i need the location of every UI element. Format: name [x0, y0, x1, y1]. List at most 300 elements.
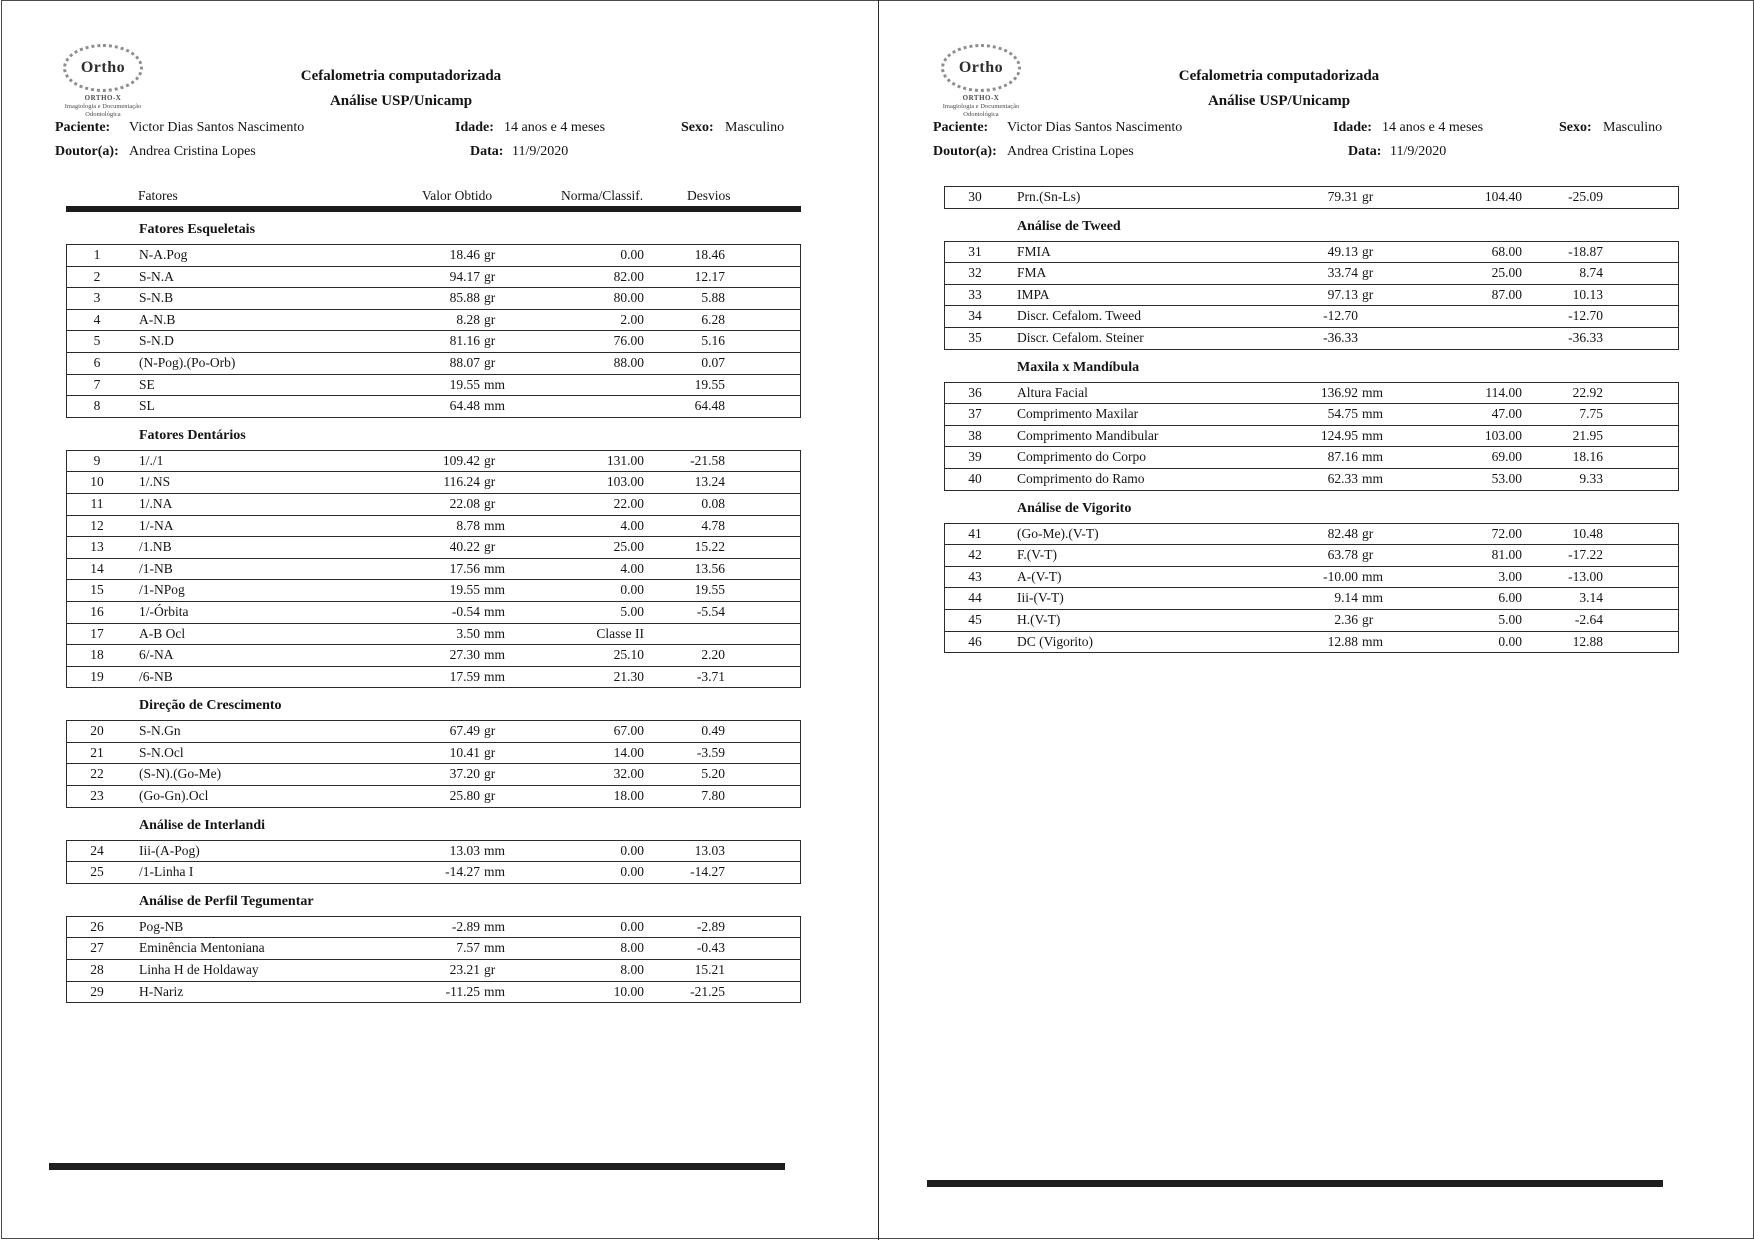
row-number: 16 [90, 603, 104, 619]
deviation-value: 8.74 [1579, 265, 1603, 281]
deviation-value: 4.78 [701, 517, 725, 533]
value-cell [397, 331, 510, 352]
value-cell [397, 764, 510, 785]
value-unit: mm [484, 625, 506, 641]
report-title: Cefalometria computadorizada [300, 68, 502, 84]
row-number: 22 [90, 766, 104, 782]
table-row [945, 403, 1678, 425]
row-number: 32 [968, 265, 982, 281]
factor-name: Comprimento Mandibular [1017, 427, 1159, 443]
deviation-value: 10.13 [1572, 286, 1603, 302]
norm-value: 0.00 [620, 247, 644, 262]
norm-value: 4.00 [620, 560, 644, 576]
norm-value: 103.00 [606, 474, 644, 490]
table-row [67, 937, 800, 959]
norm-value: 67.00 [613, 723, 644, 739]
value-number: -12.70 [1323, 308, 1358, 324]
table-row [945, 262, 1678, 284]
value-number: 94.17 [449, 268, 480, 284]
row-number: 23 [90, 788, 104, 804]
deviation-value: 5.20 [701, 766, 725, 782]
norm-value: 72.00 [1491, 525, 1522, 541]
value-unit: mm [484, 603, 506, 619]
value-cell [397, 353, 510, 374]
value-unit: mm [484, 983, 506, 999]
factor-name: DC (Vigorito) [1017, 633, 1094, 649]
value-cell [1275, 285, 1388, 306]
value-unit [1358, 328, 1388, 349]
factor-name: Comprimento do Ramo [1017, 470, 1145, 486]
norm-value: 68.00 [1491, 243, 1522, 259]
row-number: 24 [90, 842, 104, 858]
value-unit [1358, 306, 1388, 327]
value-number: -0.54 [451, 603, 480, 619]
value-unit: mm [1362, 384, 1384, 400]
row-number: 35 [968, 329, 982, 345]
value-number: 124.95 [1320, 427, 1358, 443]
sex-label: Sexo: [1559, 120, 1592, 135]
sex-value: Masculino [725, 120, 785, 135]
column-label-deviation: Desvios [687, 188, 731, 203]
age-value: 14 anos e 4 meses [504, 120, 606, 135]
value-unit: gr [1362, 286, 1374, 302]
deviation-value: 15.21 [694, 962, 725, 978]
value-cell [397, 721, 510, 742]
row-number: 28 [90, 962, 104, 978]
norm-value: 6.00 [1498, 590, 1522, 606]
value-number: 40.22 [449, 539, 480, 555]
value-number: 8.28 [456, 311, 480, 327]
value-unit: mm [1362, 470, 1384, 486]
table-row [67, 471, 800, 493]
factor-name: 1/./1 [139, 452, 164, 468]
factor-name: S-N.Ocl [139, 744, 184, 760]
value-number: -36.33 [1323, 329, 1358, 345]
value-number: 54.75 [1327, 406, 1358, 422]
value-unit: gr [1362, 243, 1374, 259]
factors-table [66, 450, 801, 689]
value-unit: mm [1362, 568, 1384, 584]
value-number: 8.78 [456, 517, 480, 533]
value-cell [397, 288, 510, 309]
table-row [945, 587, 1678, 609]
value-number: -2.89 [451, 918, 480, 934]
factor-name: SL [139, 398, 155, 414]
value-cell [397, 396, 510, 417]
factor-name: A-(V-T) [1017, 568, 1062, 584]
factor-name: F.(V-T) [1017, 547, 1058, 563]
value-unit: gr [484, 354, 496, 370]
norm-value: 5.00 [1498, 611, 1522, 627]
row-number: 17 [90, 625, 104, 641]
value-cell [1275, 263, 1388, 284]
age-label: Idade: [455, 120, 494, 135]
value-cell [397, 375, 510, 396]
factor-name: (N-Pog).(Po-Orb) [139, 354, 236, 370]
norm-value: 5.00 [620, 603, 644, 619]
value-unit: mm [484, 376, 506, 392]
value-cell [397, 982, 510, 1003]
norm-value: 87.00 [1491, 286, 1522, 302]
value-cell [1275, 328, 1388, 349]
row-number: 25 [90, 864, 104, 880]
norm-value: 0.00 [1498, 633, 1522, 649]
deviation-value: -12.70 [1568, 308, 1603, 324]
section-heading: Análise de Tweed [1017, 218, 1121, 234]
value-cell [397, 537, 510, 558]
value-cell [397, 516, 510, 537]
table-row [67, 763, 800, 785]
factors-table [944, 382, 1679, 491]
norm-value: 14.00 [613, 744, 644, 760]
factors-table [66, 244, 801, 418]
row-number: 33 [968, 286, 982, 302]
factor-name: /1.NB [139, 539, 172, 555]
value-number: 136.92 [1320, 384, 1358, 400]
table-row [67, 666, 800, 688]
factor-name: S-N.D [139, 333, 174, 349]
value-cell [397, 245, 510, 266]
value-unit: gr [484, 247, 496, 262]
table-row [945, 425, 1678, 447]
factor-name: (Go-Gn).Ocl [139, 788, 209, 804]
deviation-value: 21.95 [1572, 427, 1603, 443]
logo-brand-text: Ortho [958, 59, 1004, 76]
row-number: 15 [90, 582, 104, 598]
table-row [67, 623, 800, 645]
value-unit: mm [1362, 427, 1384, 443]
value-number: 19.55 [449, 582, 480, 598]
value-unit: gr [484, 290, 496, 306]
factor-name: Discr. Cefalom. Tweed [1017, 308, 1142, 324]
table-row [67, 536, 800, 558]
value-cell [397, 624, 510, 645]
value-number: 49.13 [1327, 243, 1358, 259]
footer-rule [49, 1163, 785, 1170]
factor-name: Pog-NB [139, 918, 184, 934]
factor-name: 1/.NA [139, 495, 173, 511]
row-number: 6 [93, 354, 101, 370]
section-heading: Análise de Perfil Tegumentar [139, 893, 314, 909]
value-cell [1275, 545, 1388, 566]
value-unit: gr [1362, 265, 1374, 281]
value-number: 18.46 [449, 247, 480, 262]
sections-page-1 [66, 212, 801, 1003]
value-number: 9.14 [1334, 590, 1358, 606]
deviation-value: 19.55 [694, 582, 725, 598]
norm-value [510, 375, 644, 396]
value-number: 33.74 [1327, 265, 1358, 281]
factor-name: Prn.(Sn-Ls) [1017, 189, 1081, 204]
norm-value: 8.00 [620, 940, 644, 956]
value-unit: gr [484, 495, 496, 511]
value-unit: mm [484, 398, 506, 414]
value-number: 13.03 [449, 842, 480, 858]
deviation-value: -13.00 [1568, 568, 1603, 584]
deviation-value: -36.33 [1568, 329, 1603, 345]
deviation-value: -3.59 [696, 744, 725, 760]
table-row [67, 266, 800, 288]
value-number: 63.78 [1327, 547, 1358, 563]
table-row [67, 742, 800, 764]
factor-name: 1/-Órbita [139, 603, 189, 619]
deviation-value: -18.87 [1568, 243, 1603, 259]
deviation-value: -14.27 [690, 864, 725, 880]
table-row [945, 566, 1678, 588]
row-number: 42 [968, 547, 982, 563]
value-unit: gr [484, 311, 496, 327]
value-unit: mm [484, 582, 506, 598]
column-label-factors: Fatores [138, 188, 178, 203]
age-value: 14 anos e 4 meses [1382, 120, 1484, 135]
value-unit: gr [484, 452, 496, 468]
date-value: 11/9/2020 [512, 144, 569, 159]
value-unit: gr [484, 744, 496, 760]
deviation-value: 12.88 [1572, 633, 1603, 649]
value-number: 3.50 [456, 625, 480, 641]
deviation-value: 12.17 [694, 268, 725, 284]
patient-name: Victor Dias Santos Nascimento [1007, 120, 1183, 135]
norm-value [1388, 306, 1522, 327]
value-cell [1275, 447, 1388, 468]
sex-label: Sexo: [681, 120, 714, 135]
value-unit: gr [484, 766, 496, 782]
logo-subtitle-3: Odontológica [85, 110, 121, 118]
value-cell [397, 580, 510, 601]
norm-value: 104.40 [1484, 189, 1522, 204]
table-row [67, 515, 800, 537]
doctor-name: Andrea Cristina Lopes [1007, 144, 1134, 159]
value-unit: gr [484, 268, 496, 284]
value-number: -14.27 [445, 864, 480, 880]
norm-value: 25.00 [1491, 265, 1522, 281]
deviation-value: 0.49 [701, 723, 725, 739]
table-row [945, 305, 1678, 327]
value-unit: gr [1362, 189, 1374, 204]
factors-table [944, 241, 1679, 350]
row-number: 21 [90, 744, 104, 760]
norm-value: 0.00 [620, 842, 644, 858]
deviation-value: 5.88 [701, 290, 725, 306]
row-number: 43 [968, 568, 982, 584]
factor-name: Comprimento do Corpo [1017, 449, 1146, 465]
value-number: 27.30 [449, 647, 480, 663]
value-cell [1275, 588, 1388, 609]
norm-value: 25.00 [613, 539, 644, 555]
table-row [945, 187, 1678, 208]
value-unit: gr [1362, 547, 1374, 563]
value-cell [397, 602, 510, 623]
factor-name: Iii-(A-Pog) [139, 842, 200, 858]
doctor-label: Doutor(a): [933, 144, 997, 159]
value-cell [1275, 426, 1388, 447]
deviation-value: 13.24 [694, 474, 725, 490]
factor-name: FMIA [1017, 243, 1051, 259]
table-row [67, 721, 800, 742]
value-unit: gr [484, 962, 496, 978]
logo-subtitle-1: ORTHO-X [84, 94, 122, 102]
logo-subtitle-3: Odontológica [963, 110, 999, 118]
value-unit: mm [484, 918, 506, 934]
norm-value: 69.00 [1491, 449, 1522, 465]
value-unit: mm [484, 842, 506, 858]
column-label-norm: Norma/Classif. [561, 188, 644, 203]
factors-table [944, 523, 1679, 654]
deviation-value: -5.54 [696, 603, 725, 619]
factor-name: A-B Ocl [139, 625, 186, 641]
deviation-value: -2.64 [1574, 611, 1603, 627]
norm-value: 114.00 [1485, 384, 1522, 400]
table-row [67, 917, 800, 938]
value-cell [1275, 242, 1388, 263]
row-number: 13 [90, 539, 104, 555]
deviation-value: 18.46 [694, 247, 725, 262]
doctor-name: Andrea Cristina Lopes [129, 144, 256, 159]
deviation-value: -2.89 [696, 918, 725, 934]
section-heading: Fatores Dentários [139, 427, 246, 443]
row-number: 39 [968, 449, 982, 465]
norm-value: 18.00 [613, 788, 644, 804]
value-number: 109.42 [442, 452, 480, 468]
factor-name: /1-NB [139, 560, 173, 576]
value-number: 64.48 [449, 398, 480, 414]
factor-name: Linha H de Holdaway [139, 962, 259, 978]
factor-name: SE [139, 376, 155, 392]
deviation-value: 19.55 [694, 376, 725, 392]
value-cell [397, 310, 510, 331]
norm-value: 131.00 [606, 452, 644, 468]
row-number: 5 [93, 333, 101, 349]
row-number: 10 [90, 474, 104, 490]
row-number: 40 [968, 470, 982, 486]
value-unit: gr [1362, 611, 1374, 627]
value-number: 82.48 [1327, 525, 1358, 541]
table-row [67, 861, 800, 883]
value-cell [397, 667, 510, 688]
factor-name: /6-NB [139, 668, 173, 684]
table-row [945, 446, 1678, 468]
table-row [67, 395, 800, 417]
norm-value: 81.00 [1491, 547, 1522, 563]
factor-name: Altura Facial [1017, 384, 1088, 400]
row-number: 30 [968, 189, 982, 204]
deviation-value: 5.16 [701, 333, 725, 349]
row-number: 27 [90, 940, 104, 956]
factor-name: Eminência Mentoniana [139, 940, 265, 956]
value-cell [1275, 524, 1388, 545]
sex-value: Masculino [1603, 120, 1663, 135]
row-number: 34 [968, 308, 982, 324]
deviation-value [644, 624, 725, 645]
column-label-value: Valor Obtido [422, 188, 493, 203]
table-row [945, 468, 1678, 490]
value-number: 85.88 [449, 290, 480, 306]
norm-value: 10.00 [613, 983, 644, 999]
norm-value: 25.10 [613, 647, 644, 663]
value-unit: mm [1362, 406, 1384, 422]
norm-value: 0.00 [620, 918, 644, 934]
row-number: 4 [93, 311, 101, 327]
row-number: 1 [93, 247, 101, 262]
deviation-value: 15.22 [694, 539, 725, 555]
table-row [67, 981, 800, 1003]
deviation-value: -21.58 [690, 452, 725, 468]
value-number: -10.00 [1323, 568, 1358, 584]
table-row [67, 451, 800, 472]
table-row [67, 330, 800, 352]
table-row [67, 245, 800, 266]
deviation-value: 13.56 [694, 560, 725, 576]
row-number: 44 [968, 590, 982, 606]
section-heading: Maxila x Mandíbula [1017, 359, 1140, 375]
factor-name: 6/-NA [139, 647, 174, 663]
deviation-value: 2.20 [701, 647, 725, 663]
value-number: 87.16 [1327, 449, 1358, 465]
row-number: 11 [90, 495, 104, 511]
norm-value: 88.00 [613, 354, 644, 370]
value-number: 23.21 [449, 962, 480, 978]
row-number: 29 [90, 983, 104, 999]
norm-value: 47.00 [1491, 406, 1522, 422]
table-row [67, 841, 800, 862]
row-number: 3 [93, 290, 101, 306]
norm-value [510, 396, 644, 417]
row-number: 7 [93, 376, 101, 392]
table-row [67, 558, 800, 580]
value-cell [397, 451, 510, 472]
factors-table [66, 916, 801, 1003]
value-unit: mm [1362, 449, 1384, 465]
value-unit: mm [484, 668, 506, 684]
value-number: 17.59 [449, 668, 480, 684]
value-unit: mm [1362, 590, 1384, 606]
value-unit: gr [1362, 525, 1374, 541]
age-label: Idade: [1333, 120, 1372, 135]
row-number: 14 [90, 560, 104, 576]
value-number: 19.55 [449, 376, 480, 392]
report-page-2 [879, 0, 1754, 1240]
table-row [945, 284, 1678, 306]
value-unit: gr [484, 723, 496, 739]
table-row [67, 352, 800, 374]
value-cell [397, 494, 510, 515]
table-row [67, 785, 800, 807]
norm-value: 22.00 [613, 495, 644, 511]
value-number: 67.49 [449, 723, 480, 739]
deviation-value: -17.22 [1568, 547, 1603, 563]
patient-name: Victor Dias Santos Nascimento [129, 120, 305, 135]
norm-value: 21.30 [613, 668, 644, 684]
value-number: 79.31 [1327, 189, 1358, 204]
table-row [945, 631, 1678, 653]
value-cell [397, 960, 510, 981]
deviation-value: 0.07 [701, 354, 725, 370]
row-number: 31 [968, 243, 982, 259]
table-row [67, 601, 800, 623]
value-unit: mm [484, 864, 506, 880]
table-row [945, 544, 1678, 566]
row-number: 46 [968, 633, 982, 649]
factor-name: /1-Linha I [139, 864, 194, 880]
value-cell [1275, 610, 1388, 631]
factor-name: Discr. Cefalom. Steiner [1017, 329, 1144, 345]
factor-name: /1-NPog [139, 582, 185, 598]
value-number: 62.33 [1327, 470, 1358, 486]
footer-rule [927, 1180, 1663, 1187]
norm-value: 4.00 [620, 517, 644, 533]
value-cell [397, 472, 510, 493]
value-cell [1275, 632, 1388, 653]
